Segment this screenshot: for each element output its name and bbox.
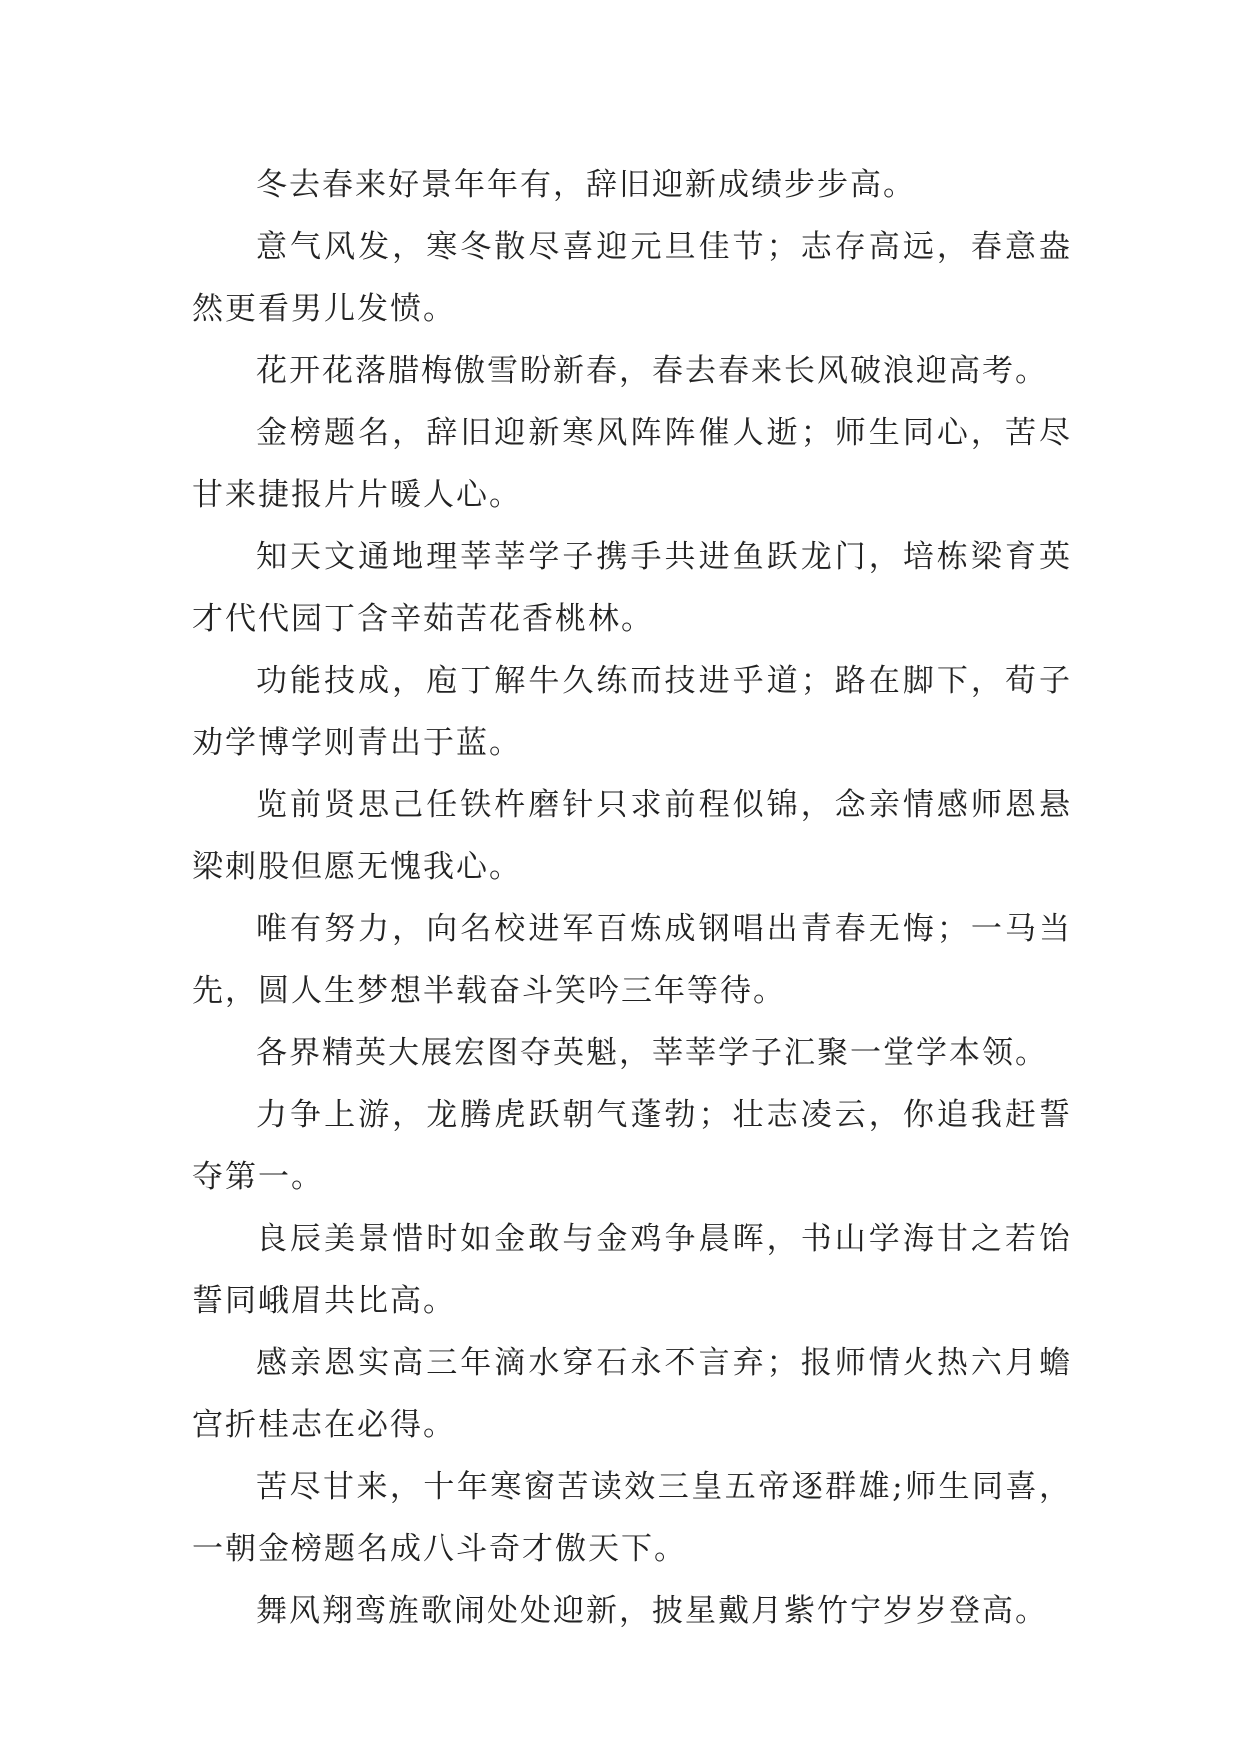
document-body xyxy=(192,154,1072,1642)
paragraph: 金榜题名，辞旧迎新寒风阵阵催人逝；师生同心，苦尽甘来捷报片片暖人心。 xyxy=(192,415,1072,513)
paragraph: 舞风翔鸾旌歌闹处处迎新，披星戴月紫竹宁岁岁登高。 xyxy=(256,1593,1048,1629)
paragraph: 感亲恩实高三年滴水穿石永不言弃；报师情火热六月蟾宫折桂志在必得。 xyxy=(192,1345,1072,1443)
paragraph: 力争上游，龙腾虎跃朝气蓬勃；壮志凌云，你追我赶誓夺第一。 xyxy=(192,1097,1072,1195)
paragraph: 功能技成，庖丁解牛久练而技进乎道；路在脚下，荀子劝学博学则青出于蓝。 xyxy=(192,663,1072,761)
paragraph: 花开花落腊梅傲雪盼新春，春去春来长风破浪迎高考。 xyxy=(256,353,1048,389)
paragraph: 览前贤思己任铁杵磨针只求前程似锦，念亲情感师恩悬梁刺股但愿无愧我心。 xyxy=(192,787,1072,885)
paragraph: 良辰美景惜时如金敢与金鸡争晨晖，书山学海甘之若饴誓同峨眉共比高。 xyxy=(192,1221,1072,1319)
paragraph: 各界精英大展宏图夺英魁，莘莘学子汇聚一堂学本领。 xyxy=(256,1035,1048,1071)
paragraph: 冬去春来好景年年有，辞旧迎新成绩步步高。 xyxy=(256,167,916,203)
paragraph: 知天文通地理莘莘学子携手共进鱼跃龙门，培栋梁育英才代代园丁含辛茹苦花香桃林。 xyxy=(192,539,1072,637)
paragraph: 意气风发，寒冬散尽喜迎元旦佳节；志存高远，春意盎然更看男儿发愤。 xyxy=(192,229,1072,327)
paragraph: 苦尽甘来，十年寒窗苦读效三皇五帝逐群雄;师生同喜，一朝金榜题名成八斗奇才傲天下。 xyxy=(192,1469,1072,1567)
paragraph: 唯有努力，向名校进军百炼成钢唱出青春无悔；一马当先，圆人生梦想半载奋斗笑吟三年等待。 xyxy=(192,911,1072,1009)
